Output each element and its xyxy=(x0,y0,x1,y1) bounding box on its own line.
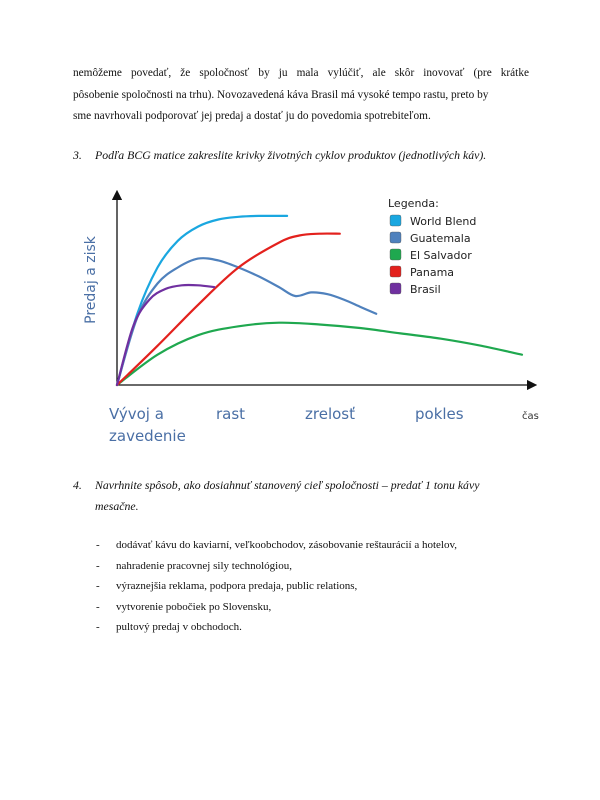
legend-label-brasil: Brasil xyxy=(410,283,441,296)
intro-paragraph xyxy=(73,63,529,128)
legend-swatch-brasil xyxy=(390,283,401,294)
stage-label-growth: rast xyxy=(216,405,246,423)
proposal-list xyxy=(96,535,536,638)
list-item-text: nahradenie pracovnej sily technológiou, xyxy=(116,559,292,572)
question-3-heading xyxy=(73,145,543,166)
list-item xyxy=(96,556,536,577)
legend-title: Legenda: xyxy=(388,197,439,210)
question-3-text: Podľa BCG matice zakreslite krivky životných cyklov produktov (jednotlivých káv). xyxy=(95,148,487,162)
stage-label-development-line-1: Vývoj a xyxy=(109,405,164,423)
question-4-number: 4. xyxy=(73,478,82,492)
stage-label-maturity: zrelosť xyxy=(305,405,355,423)
y-axis-label: Predaj a zisk xyxy=(83,236,99,324)
dash-marker: - xyxy=(96,539,100,551)
dash-marker: - xyxy=(96,621,100,633)
dash-marker: - xyxy=(96,559,100,572)
list-item xyxy=(96,576,536,597)
legend-swatch-el-salvador xyxy=(390,249,401,260)
dash-marker: - xyxy=(96,580,100,592)
legend-label-el-salvador: El Salvador xyxy=(410,249,472,262)
dash-marker: - xyxy=(96,600,100,613)
list-item xyxy=(96,617,536,638)
list-item-text: výraznejšia reklama, podpora predaja, public relations, xyxy=(116,580,358,592)
intro-line-2: pôsobenie spoločnosti na trhu). Novozavedená káva Brasil má vysoké tempo rastu, preto by xyxy=(73,88,489,101)
x-axis-label: čas xyxy=(522,411,539,422)
legend-label-panama: Panama xyxy=(410,266,455,279)
legend-label-world-blend: World Blend xyxy=(410,215,477,228)
series-line-guatemala xyxy=(117,258,376,385)
intro-line-3: sme navrhovali podporovať jej predaj a dostať ju do povedomia spotrebiteľom. xyxy=(73,110,431,122)
question-4-line-1: Navrhnite spôsob, ako dosiahnuť stanovený cieľ spoločnosti – predať 1 tonu kávy xyxy=(95,478,480,492)
question-3-number: 3. xyxy=(73,148,82,162)
intro-line-1: nemôžeme povedať, že spoločnosť by ju mala vylúčiť, ale skôr inovovať (pre krátke xyxy=(73,67,529,79)
legend-swatch-guatemala xyxy=(390,232,401,243)
stage-label-development-line-2: zavedenie xyxy=(109,427,186,445)
legend-swatch-world-blend xyxy=(390,215,401,226)
question-4-line-2: mesačne. xyxy=(95,499,139,513)
list-item-text: pultový predaj v obchodoch. xyxy=(116,621,242,633)
product-lifecycle-chart xyxy=(80,185,550,450)
question-4-heading xyxy=(73,475,543,517)
list-item-text: dodávať kávu do kaviarní, veľkoobchodov, zásobovanie reštaurácií a hotelov, xyxy=(116,539,457,551)
list-item xyxy=(96,535,536,556)
list-item-text: vytvorenie pobočiek po Slovensku, xyxy=(116,600,272,613)
stage-label-decline: pokles xyxy=(415,405,464,423)
legend-label-guatemala: Guatemala xyxy=(410,232,471,245)
series-line-panama xyxy=(117,234,340,385)
legend-swatch-panama xyxy=(390,266,401,277)
series-line-el-salvador xyxy=(117,323,522,385)
list-item xyxy=(96,597,536,618)
